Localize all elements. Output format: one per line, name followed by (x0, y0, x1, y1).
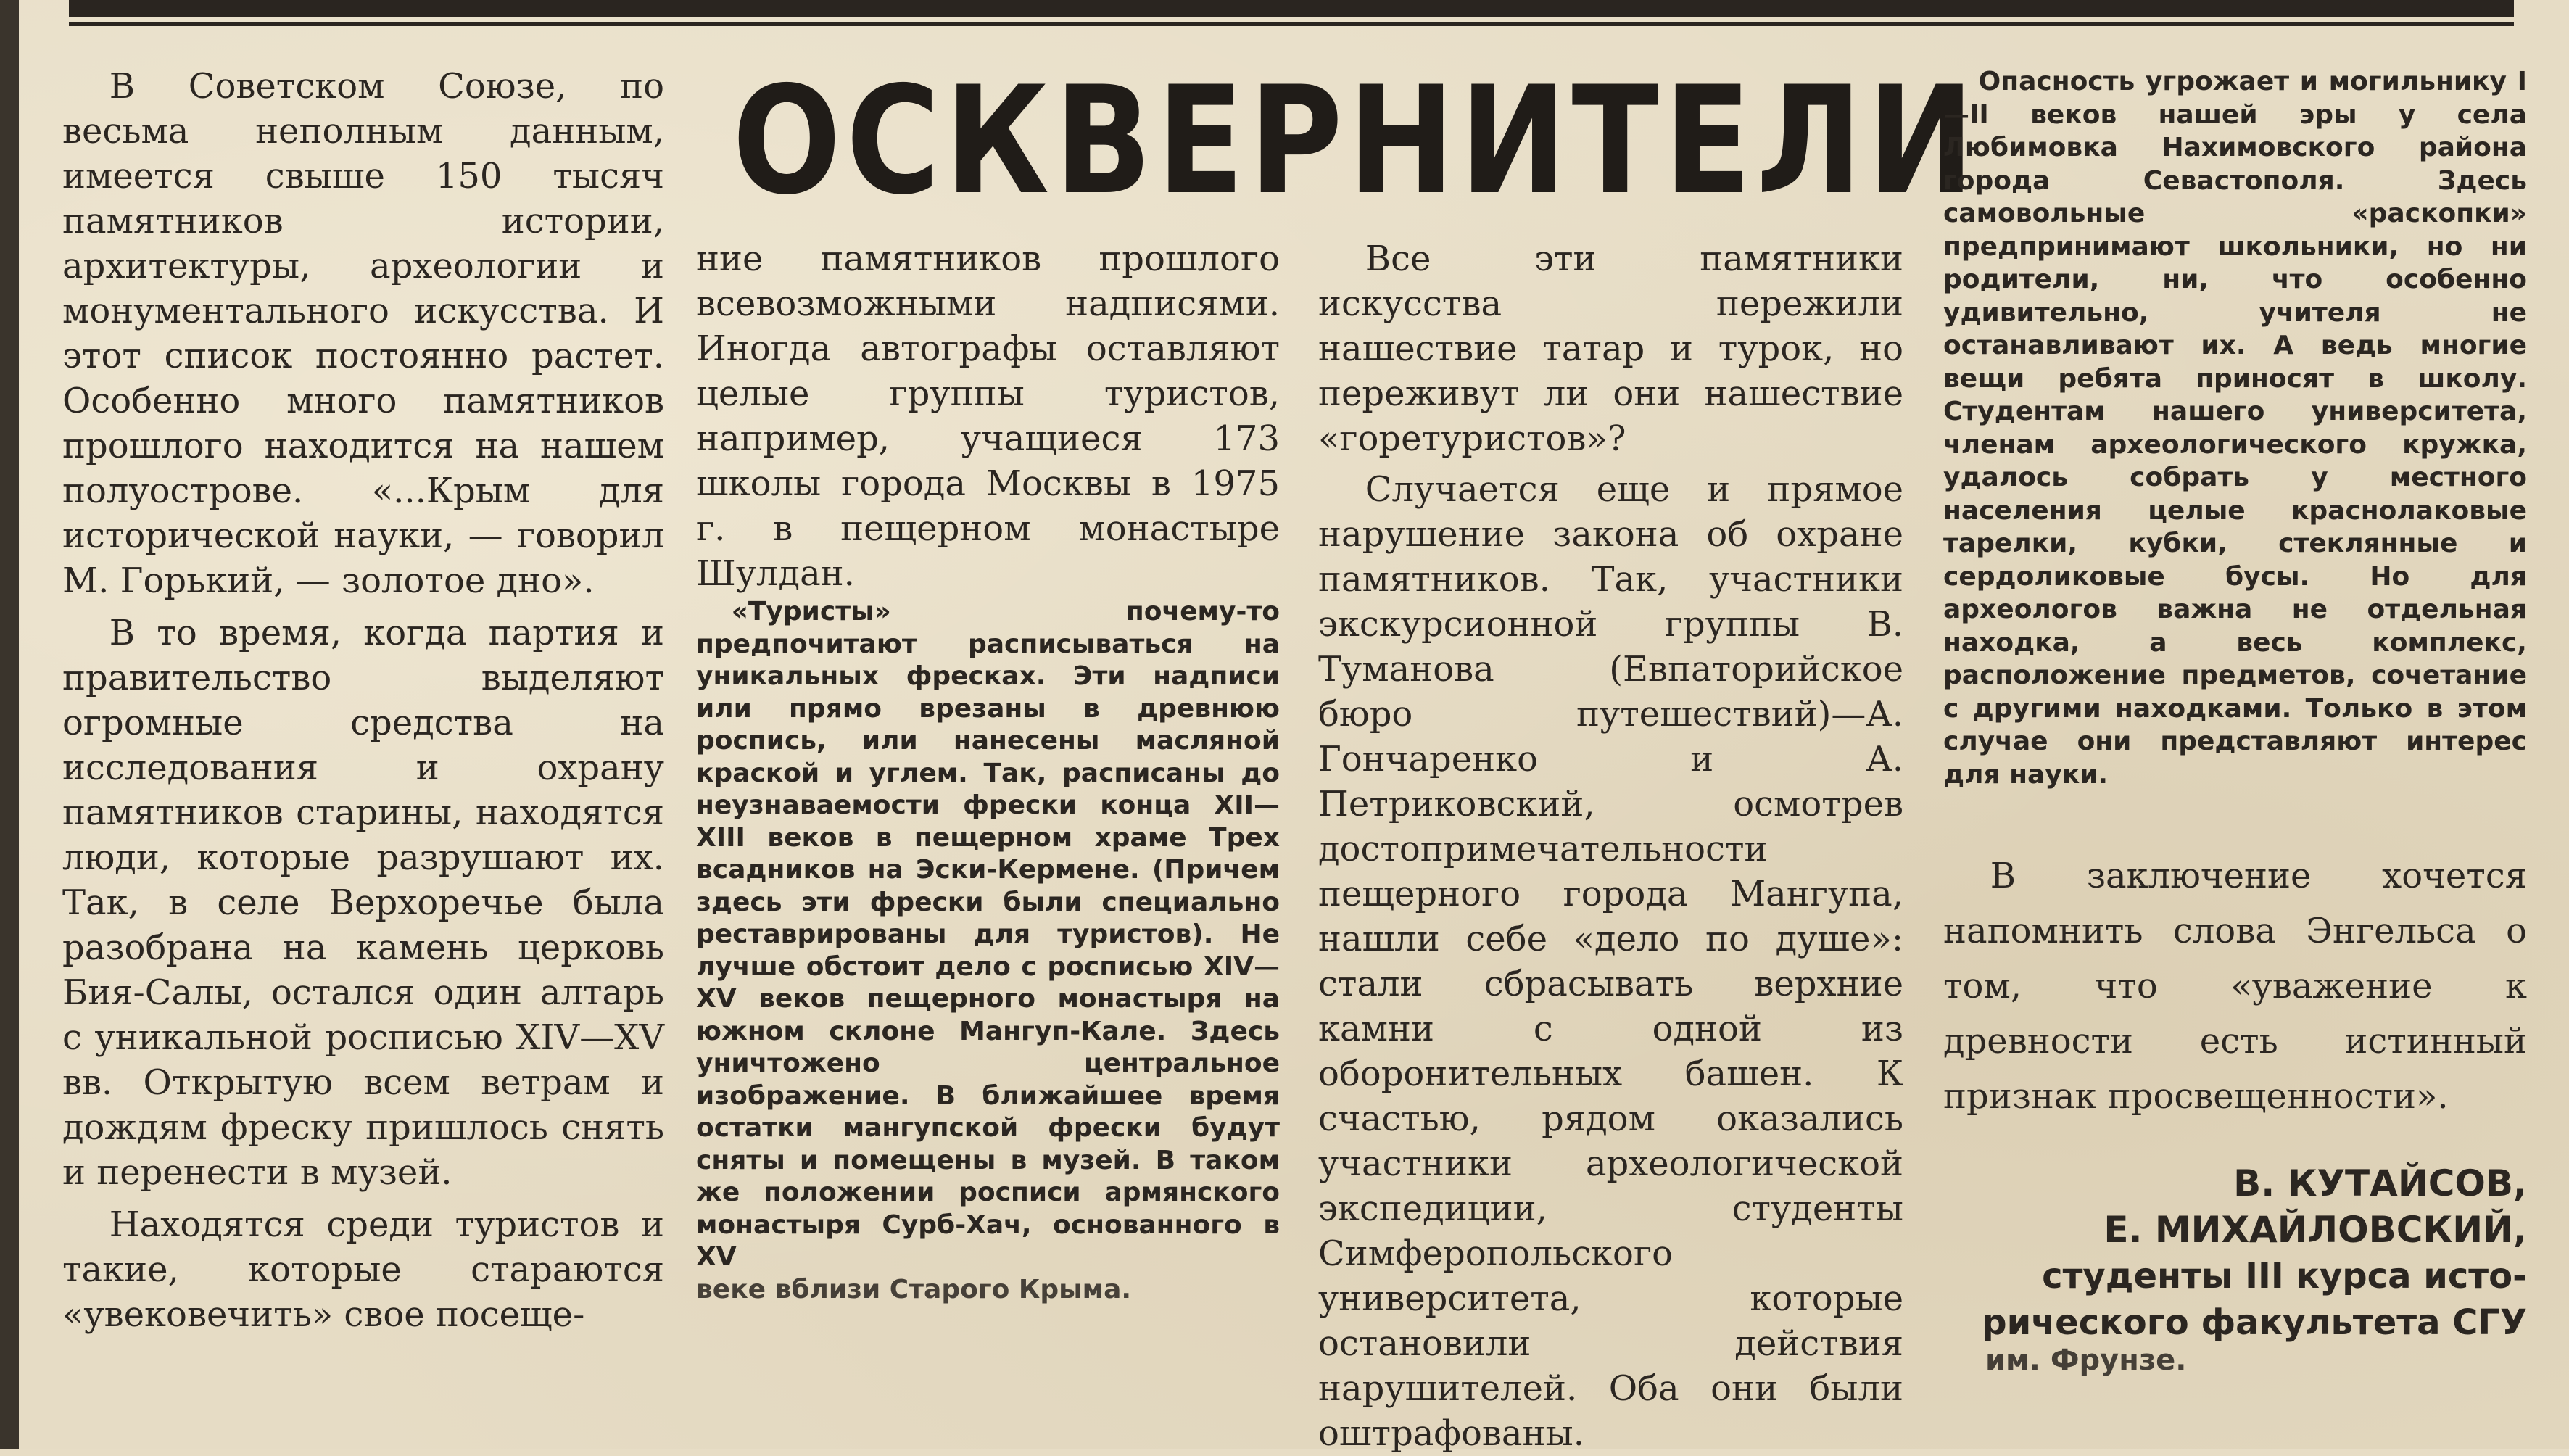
author-1: В. КУТАЙСОВ, (2233, 1162, 2527, 1204)
column-4 (1943, 848, 2527, 1124)
article-title: ОСКВЕРНИТЕЛИ (732, 55, 1980, 228)
col3-paragraph-2: Случается еще и прямое нарушение закона об охране памятников. Так, участники экскурсионной группы В. Туманова (Евпаторийское бюро путешествий)—А. Гончаренко и А. Петриковский, осмотрев достопримечательности пещерного города Мангупа, нашли себе «дело по душе»: стали сбрасывать верхние камни с одной из оборонительных башен. К счастью, рядом оказались участники археологической экспедиции, студенты Симферопольского университета, которые остановили действия нарушителей. Оба они были оштрафованы. (1318, 469, 1903, 1454)
clipping-dark-edge (0, 0, 19, 1449)
author-info-1: студенты III курса исто- (2042, 1256, 2527, 1296)
col4-paragraph-1: В заключение хочется напомнить слова Энгельса о том, что «уважение к древности есть истинный признак просвещенности». (1943, 856, 2527, 1117)
col2-paragraph-1: ние памятников прошлого всевозможными надписями. Иногда автографы оставляют целые группы туристов, например, учащиеся 173 школы города Москвы в 1975 г. в пещерном монастыре Шулдан. (696, 239, 1280, 594)
top-rule-thick (69, 0, 2514, 17)
column-2-small-print (696, 596, 1280, 1304)
col1-paragraph-3: Находятся среди туристов и такие, которые стараются «увековечить» свое посеще- (62, 1204, 664, 1335)
col1-paragraph-2: В то время, когда партия и правительство выделяют огромные средства на исследования и охрану памятников старины, находятся люди, которые разрушают их. Так, в селе Верхоречье была разобрана на камень церковь Бия-Салы, остался один алтарь с уникальной росписью XIV—XV вв. Открытую всем ветрам и дождям фреску пришлось снять и перенести в музей. (62, 613, 664, 1193)
column-4-small-print (1943, 65, 2527, 791)
col1-paragraph-1: В Советском Союзе, по весьма неполным данным, имеется свыше 150 тысяч памятников истории, архитектуры, археологии и монументального искусства. И этот список постоянно растет. Особенно много памятников прошлого находится на нашем полуострове. «...Крым для исторической науки, — говорил М. Горький, — золотое дно». (62, 66, 664, 601)
author-info-3: им. Фрунзе. (1985, 1344, 2187, 1377)
signature-block (1943, 1160, 2527, 1377)
author-2: Е. МИХАЙЛОВСКИЙ, (2103, 1209, 2527, 1251)
column-3 (1318, 236, 1903, 1456)
col2-cut-line: веке вблизи Старого Крыма. (696, 1274, 1132, 1304)
author-info-2: рического факультета СГУ (1982, 1302, 2527, 1343)
top-rule-thin (69, 22, 2514, 26)
col3-paragraph-1: Все эти памятники искусства пережили нашествие татар и турок, но переживут ли они нашествие «горетуристов»? (1318, 239, 1903, 459)
col2-small-paragraph: «Туристы» почему-то предпочитают расписываться на уникальных фресках. Эти надписи или прямо врезаны в древнюю роспись, или нанесены масляной краской и углем. Так, расписаны до неузнаваемости фрески конца XII—XIII веков в пещерном храме Трех всадников на Эски-Кермене. (Причем здесь эти фрески были специально реставрированы для туристов). Не лучше обстоит дело с росписью XIV—XV веков пещерного монастыря на южном склоне Мангуп-Кале. Здесь уничтожено центральное изображение. В ближайшее время остатки мангупской фрески будут сняты и помещены в музей. В таком же положении росписи армянского монастыря Сурб-Хач, основанного в XV (696, 597, 1280, 1272)
col4-small-paragraph: Опасность угрожает и могильнику I—II веков нашей эры у села Любимовка Нахимовского района города Севастополя. Здесь самовольные «раскопки» предпринимают школьники, но ни родители, ни, что особенно удивительно, учителя не останавливают их. А ведь многие вещи ребята приносят в школу. Студентам нашего университета, членам археологического кружка, удалось собрать у местного населения целые краснолаковые тарелки, кубки, стеклянные и сердоликовые бусы. Но для археологов важна не отдельная находка, а весь комплекс, расположение предметов, сочетание с другими находками. Только в этом случае они представляют интерес для науки. (1943, 67, 2527, 790)
column-1 (62, 64, 664, 1337)
column-2 (696, 236, 1280, 596)
